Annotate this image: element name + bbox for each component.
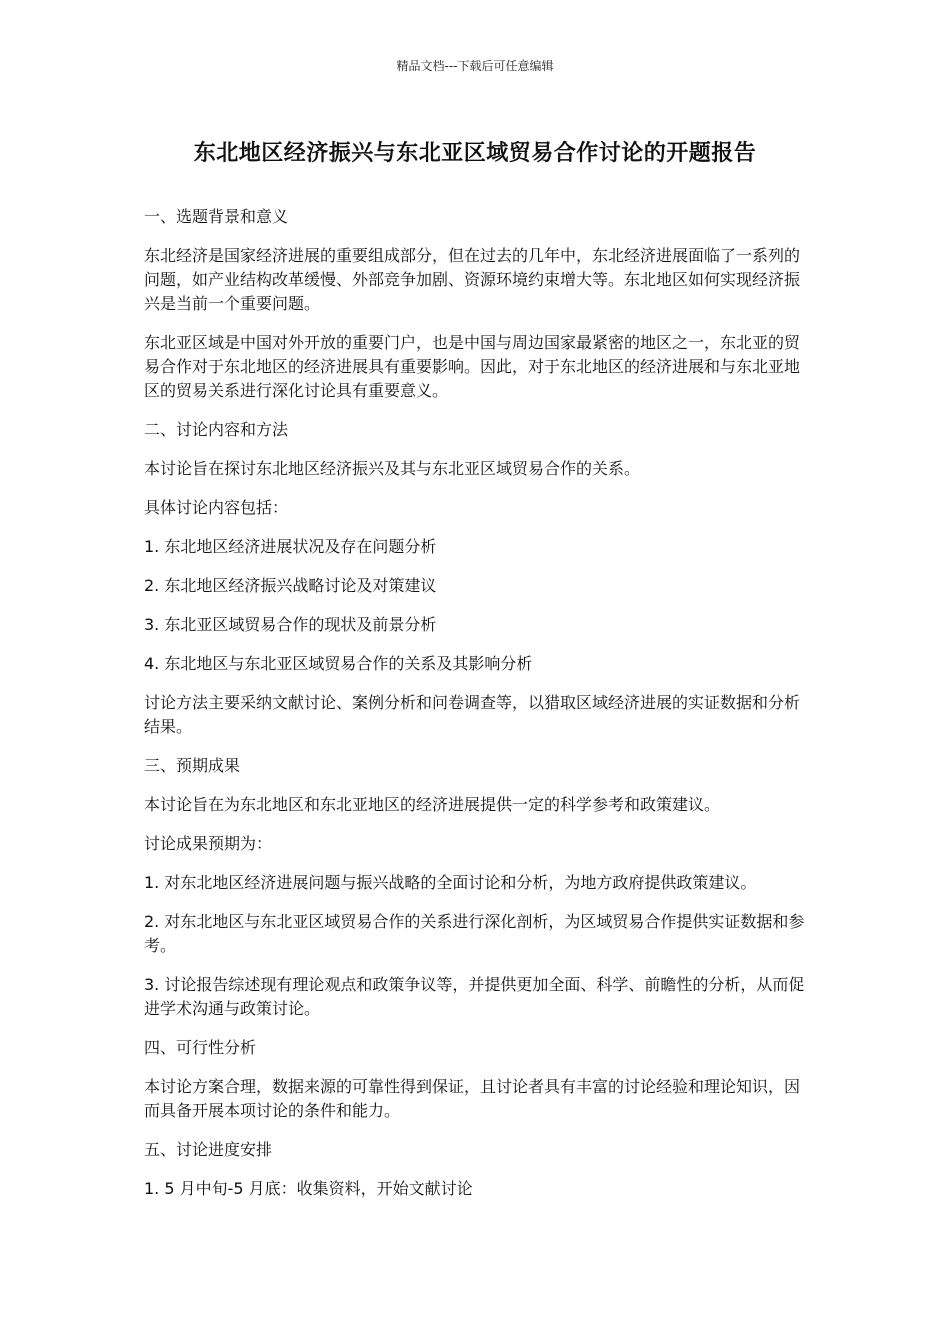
paragraph: 本讨论方案合理，数据来源的可靠性得到保证，且讨论者具有丰富的讨论经验和理论知识，因而具备开展本项讨论的条件和能力。 (144, 1077, 801, 1120)
list-item: 1. 对东北地区经济进展问题与振兴战略的全面讨论和分析，为地方政府提供政策建议。 (144, 873, 757, 892)
document-body (144, 205, 808, 1216)
section-heading-schedule: 五、讨论进度安排 (144, 1140, 273, 1159)
list-item: 3. 讨论报告综述现有理论观点和政策争议等，并提供更加全面、科学、前瞻性的分析，从而促进学术沟通与政策讨论。 (144, 975, 805, 1018)
list-item: 3. 东北亚区域贸易合作的现状及前景分析 (144, 615, 437, 634)
section-heading-background: 一、选题背景和意义 (144, 207, 289, 226)
list-item: 2. 对东北地区与东北亚区域贸易合作的关系进行深化剖析，为区域贸易合作提供实证数据和参考。 (144, 912, 805, 955)
list-item: 2. 东北地区经济振兴战略讨论及对策建议 (144, 576, 437, 595)
section-heading-expected-results: 三、预期成果 (144, 756, 241, 775)
paragraph: 东北经济是国家经济进展的重要组成部分，但在过去的几年中，东北经济进展面临了一系列的问题，如产业结构改革缓慢、外部竞争加剧、资源环境约束增大等。东北地区如何实现经济振兴是当前一个重要问题。 (144, 246, 801, 313)
list-item: 1. 东北地区经济进展状况及存在问题分析 (144, 537, 437, 556)
section-heading-content-method: 二、讨论内容和方法 (144, 420, 289, 439)
paragraph: 本讨论旨在探讨东北地区经济振兴及其与东北亚区域贸易合作的关系。 (144, 459, 641, 478)
paragraph: 讨论方法主要采纳文献讨论、案例分析和问卷调查等，以猎取区域经济进展的实证数据和分析结果。 (144, 693, 801, 736)
paragraph: 讨论成果预期为： (144, 834, 273, 853)
list-item: 4. 东北地区与东北亚区域贸易合作的关系及其影响分析 (144, 654, 533, 673)
document-title: 东北地区经济振兴与东北亚区域贸易合作讨论的开题报告 (193, 141, 757, 166)
list-item: 1. 5 月中旬-5 月底：收集资料，开始文献讨论 (144, 1179, 473, 1198)
header-note: 精品文档---下载后可任意编辑 (396, 59, 554, 73)
paragraph: 具体讨论内容包括： (144, 498, 289, 517)
paragraph: 东北亚区域是中国对外开放的重要门户，也是中国与周边国家最紧密的地区之一，东北亚的贸易合作对于东北地区的经济进展具有重要影响。因此，对于东北地区的经济进展和与东北亚地区的贸易关系进行深化讨论具有重要意义。 (144, 333, 801, 400)
paragraph: 本讨论旨在为东北地区和东北亚地区的经济进展提供一定的科学参考和政策建议。 (144, 795, 721, 814)
section-heading-feasibility: 四、可行性分析 (144, 1038, 257, 1057)
